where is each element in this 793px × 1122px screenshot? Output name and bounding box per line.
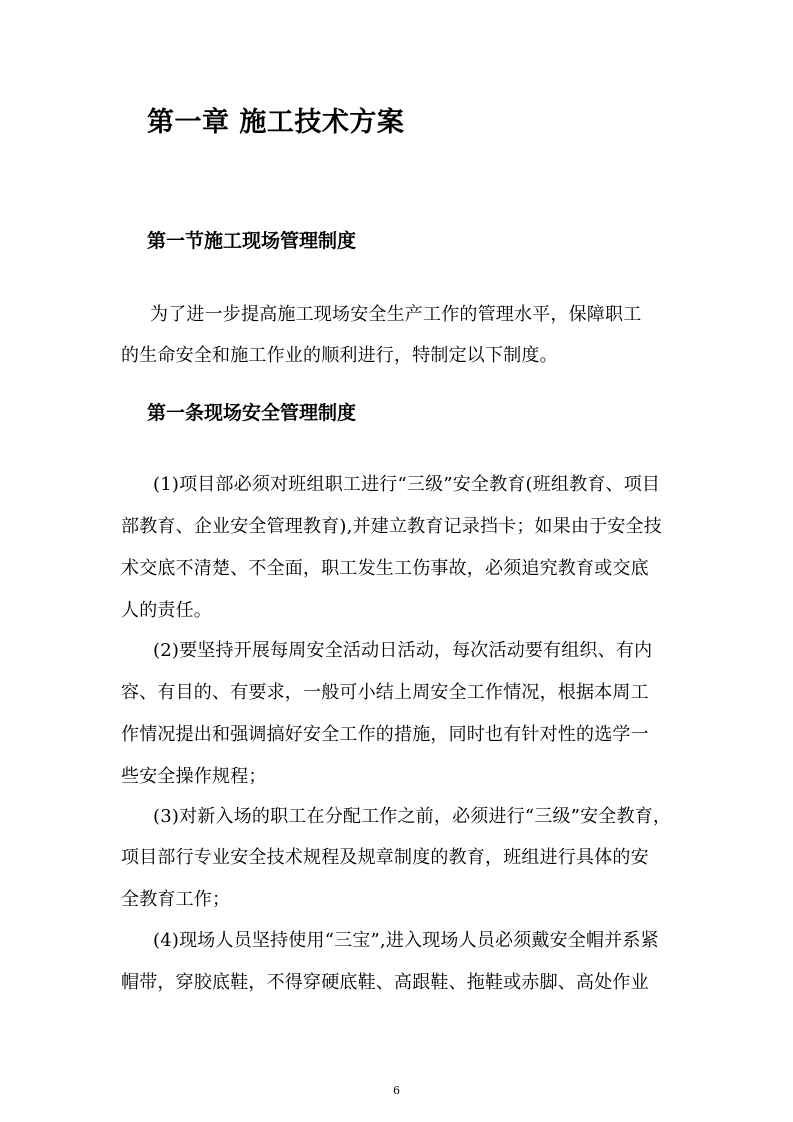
intro-line: 为了进一步提高施工现场安全生产工作的管理水平，保障职工 <box>150 304 642 325</box>
item-line: 人的责任。 <box>121 600 212 621</box>
item-line: 容、有目的、有要求，一般可小结上周安全工作情况，根据本周工 <box>121 682 649 703</box>
item-line: 作情况提出和强调搞好安全工作的措施，同时也有针对性的选学一 <box>121 724 649 745</box>
item-line: (2)要坚持开展每周安全活动日活动，每次活动要有组织、有内 <box>153 640 653 661</box>
item-line: 部教育、企业安全管理教育),并建立教育记录挡卡；如果由于安全技 <box>121 516 662 537</box>
article-title: 第一条现场安全管理制度 <box>147 402 357 424</box>
item-line: 帽带，穿胶底鞋，不得穿硬底鞋、高跟鞋、拖鞋或赤脚、高处作业 <box>121 972 649 993</box>
item-line: (1)项目部必须对班组职工进行“三级”安全教育(班组教育、项目 <box>153 474 661 495</box>
item-line: 术交底不清楚、不全面，职工发生工伤事故，必须追究教育或交底 <box>121 558 649 579</box>
page-number: 6 <box>393 1084 400 1097</box>
item-line: (4)现场人员坚持使用“三宝”,进入现场人员必须戴安全帽并系紧 <box>153 930 659 951</box>
section-title: 第一节施工现场管理制度 <box>147 230 357 252</box>
item-line: 项目部行专业安全技术规程及规章制度的教育，班组进行具体的安 <box>121 847 649 868</box>
item-line: 全教育工作； <box>121 889 231 910</box>
item-line: (3)对新入场的职工在分配工作之前，必须进行“三级”安全教育， <box>153 806 672 827</box>
chapter-title: 第一章 施工技术方案 <box>147 107 405 138</box>
item-line: 些安全操作规程； <box>121 766 267 787</box>
intro-line: 的生命安全和施工作业的顺利进行，特制定以下制度。 <box>121 345 558 366</box>
